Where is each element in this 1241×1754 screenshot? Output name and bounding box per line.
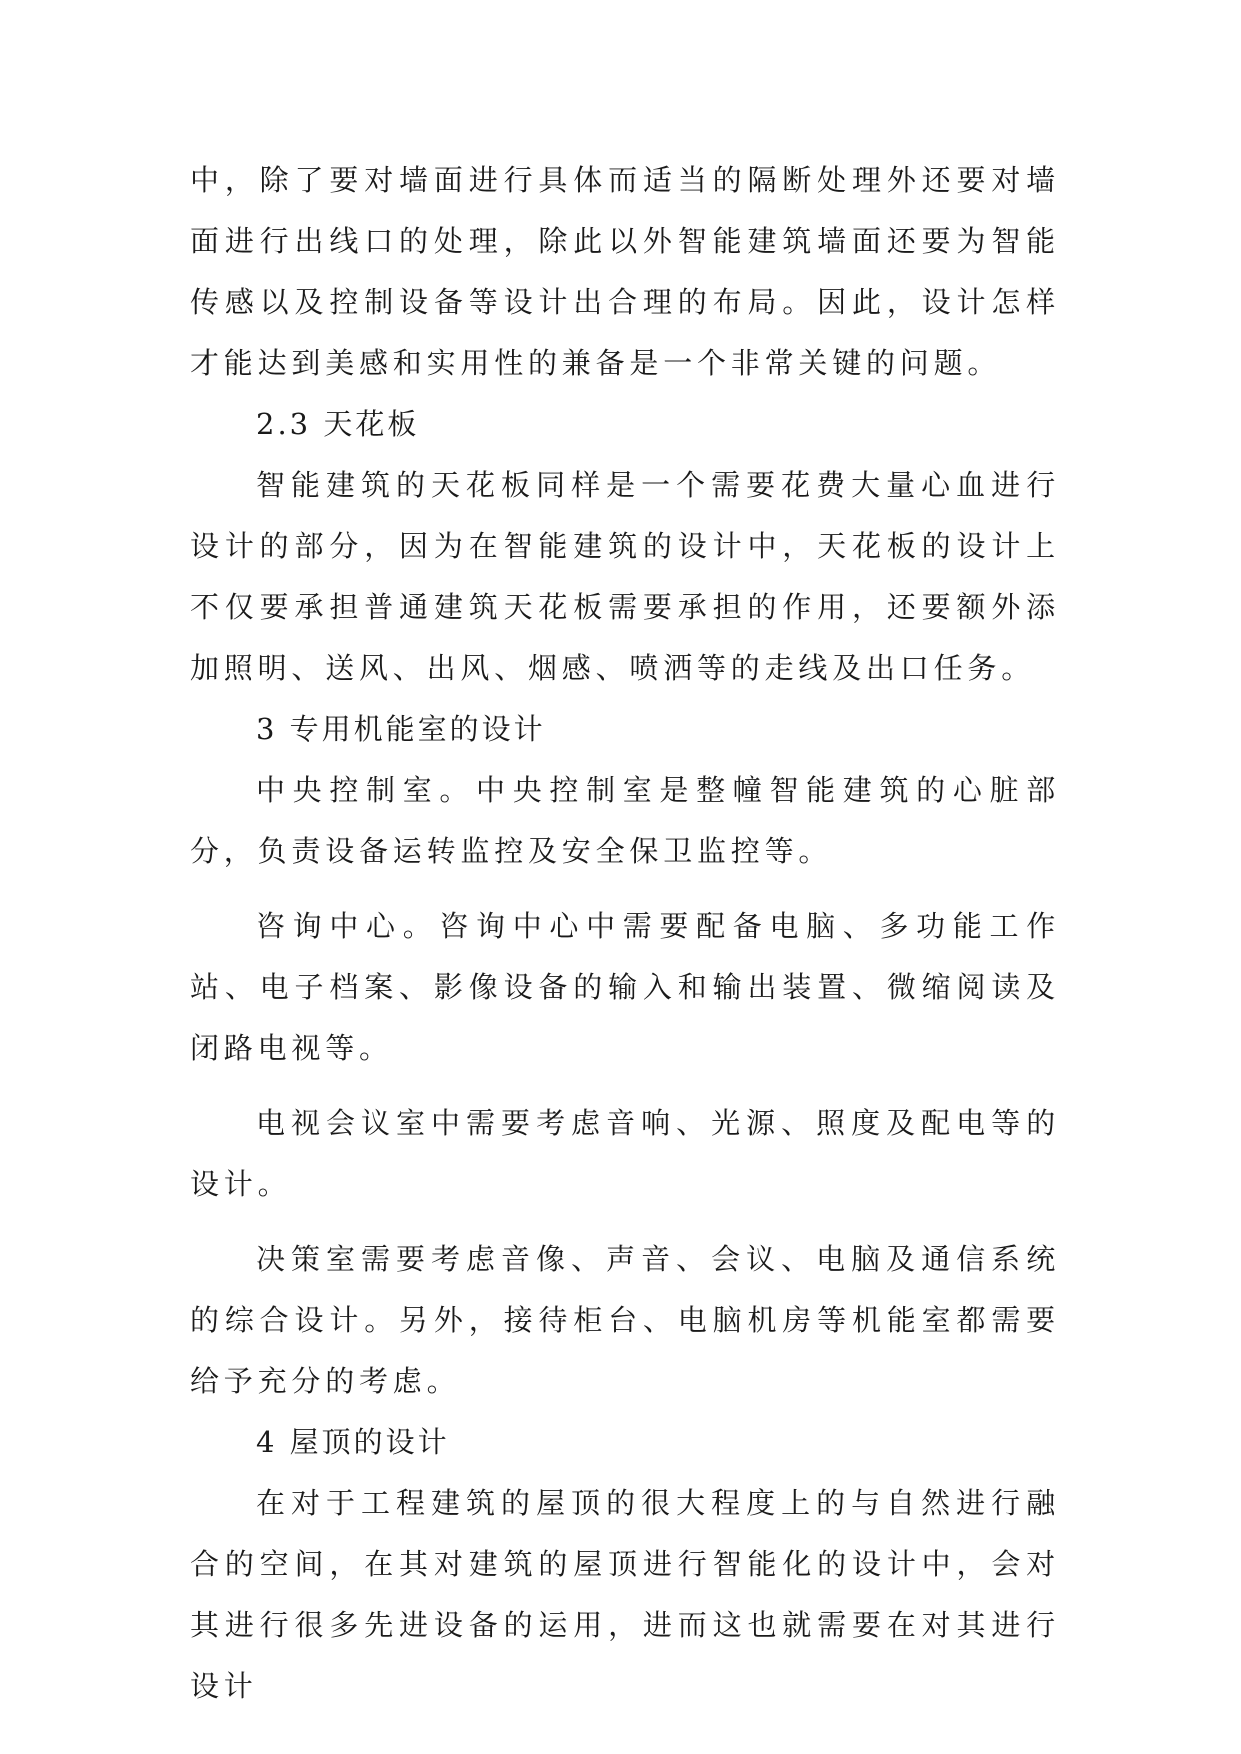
paragraph-decision-room: 决策室需要考虑音像、声音、会议、电脑及通信系统的综合设计。另外，接待柜台、电脑机房等机能室都需要给予充分的考虑。 (190, 1242, 1060, 1398)
paragraph-central-control-room: 中央控制室。中央控制室是整幢智能建筑的心脏部分，负责设备运转监控及安全保卫监控等。 (190, 773, 1060, 868)
section-heading-ceiling: 2.3 天花板 (256, 407, 420, 441)
document-page (190, 150, 1060, 1717)
paragraph-ceiling: 智能建筑的天花板同样是一个需要花费大量心血进行设计的部分，因为在智能建筑的设计中，天花板的设计上不仅要承担普通建筑天花板需要承担的作用，还要额外添加照明、送风、出风、烟感、喷洒等的走线及出口任务。 (190, 468, 1060, 685)
paragraph-wall-design-continued: 中，除了要对墙面进行具体而适当的隔断处理外还要对墙面进行出线口的处理，除此以外智能建筑墙面还要为智能传感以及控制设备等设计出合理的布局。因此，设计怎样才能达到美感和实用性的兼备是一个非常关键的问题。 (190, 163, 1060, 380)
paragraph-consulting-center: 咨询中心。咨询中心中需要配备电脑、多功能工作站、电子档案、影像设备的输入和输出装置、微缩阅读及闭路电视等。 (190, 909, 1060, 1065)
section-heading-roof: 4 屋顶的设计 (256, 1425, 450, 1459)
paragraph-video-conference-room: 电视会议室中需要考虑音响、光源、照度及配电等的设计。 (190, 1106, 1060, 1201)
paragraph-roof: 在对于工程建筑的屋顶的很大程度上的与自然进行融合的空间，在其对建筑的屋顶进行智能化的设计中，会对其进行很多先进设备的运用，进而这也就需要在对其进行设计 (190, 1486, 1060, 1703)
section-heading-function-rooms: 3 专用机能室的设计 (256, 712, 546, 746)
